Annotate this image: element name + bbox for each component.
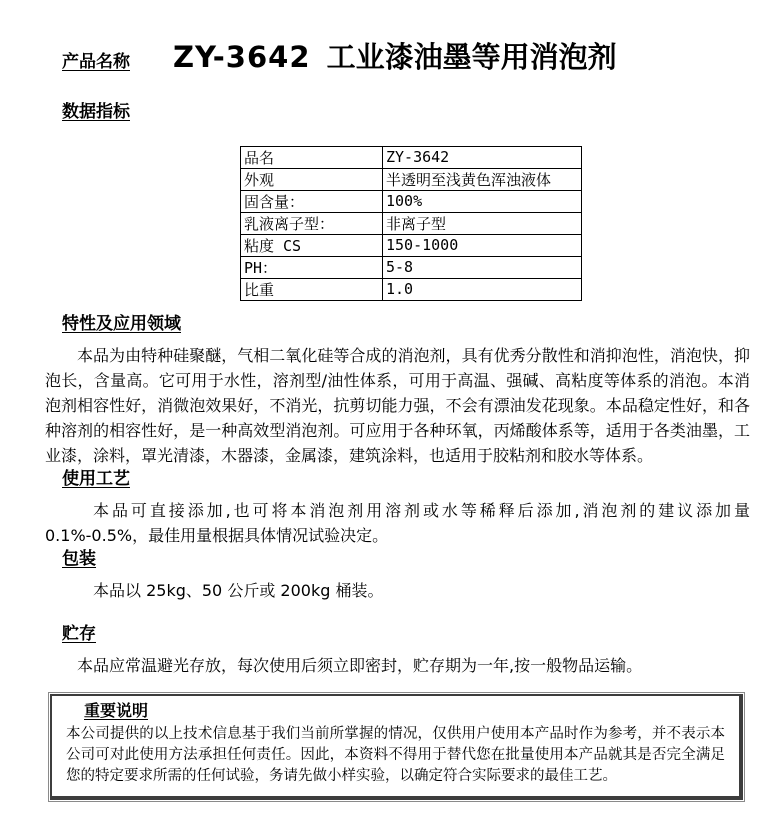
product-header — [62, 40, 750, 75]
spec-table — [240, 146, 582, 301]
important-notice-heading: 重要说明 — [84, 700, 149, 720]
packaging-paragraph: 本品以 25kg、50 公斤或 200kg 桶装。 — [93, 580, 384, 600]
section-heading-packaging: 包装 — [62, 548, 96, 569]
spec-key: 粘度 CS — [241, 234, 383, 256]
spec-key: 品名 — [241, 146, 383, 168]
features-paragraph: 本品为由特种硅聚醚，气相二氧化硅等合成的消泡剂，具有优秀分散性和消抑泡性，消泡快，抑泡长，含量高。它可用于水性，溶剂型/油性体系，可用于高温、强碱、高粘度等体系的消泡。本消泡剂相容性好，消微泡效果好，不消光，抗剪切能力强，不会有漂油发花现象。本品稳定性好，和各种溶剂的相容性好，是一种高效型消泡剂。可应用于各种环氧，丙烯酸体系等，适用于各类油墨，工业漆，涂料，罩光清漆，木器漆，金属漆，建筑涂料，也适用于胶粘剂和胶水等体系。 — [45, 345, 750, 465]
important-notice-inner — [50, 694, 743, 800]
spec-value: 半透明至浅黄色浑浊液体 — [383, 168, 582, 190]
table-row — [241, 190, 582, 212]
spec-key: 外观 — [241, 168, 383, 190]
usage-paragraph: 本品可直接添加,也可将本消泡剂用溶剂或水等稀释后添加,消泡剂的建议添加量 0.1%-0.5%，最佳用量根据具体情况试验决定。 — [45, 500, 750, 545]
spec-key: 乳液离子型： — [241, 212, 383, 234]
section-heading-usage: 使用工艺 — [62, 468, 130, 489]
table-row — [241, 212, 582, 234]
table-row — [241, 256, 582, 278]
product-code: ZY-3642 — [173, 40, 311, 74]
spec-value: ZY-3642 — [383, 146, 582, 168]
table-row — [241, 234, 582, 256]
spec-key: 比重 — [241, 278, 383, 300]
table-row — [241, 278, 582, 300]
product-title-text: 工业漆油墨等用消泡剂 — [326, 40, 617, 74]
spec-value: 150-1000 — [383, 234, 582, 256]
important-notice-box — [48, 692, 745, 802]
page-title — [173, 40, 617, 75]
spec-value: 100% — [383, 190, 582, 212]
table-row — [241, 146, 582, 168]
product-name-label: 产品名称 — [62, 52, 130, 72]
storage-paragraph: 本品应常温避光存放，每次使用后须立即密封，贮存期为一年,按一般物品运输。 — [77, 655, 643, 675]
section-heading-storage: 贮存 — [62, 623, 96, 644]
spec-table-body — [241, 146, 582, 300]
spec-key: PH： — [241, 256, 383, 278]
spec-key: 固含量： — [241, 190, 383, 212]
important-notice-paragraph: 本公司提供的以上技术信息基于我们当前所掌握的情况，仅供用户使用本产品时作为参考，并不表示本公司可对此使用方法承担任何责任。因此，本资料不得用于替代您在批量使用本产品就其是否完全满足您的特定要求所需的任何试验，务请先做小样实验，以确定符合实际要求的最佳工艺。 — [66, 725, 725, 784]
spec-value: 非离子型 — [383, 212, 582, 234]
section-heading-data-metrics: 数据指标 — [62, 101, 130, 122]
table-row — [241, 168, 582, 190]
spec-value: 5-8 — [383, 256, 582, 278]
spec-value: 1.0 — [383, 278, 582, 300]
section-heading-features: 特性及应用领域 — [62, 313, 181, 334]
